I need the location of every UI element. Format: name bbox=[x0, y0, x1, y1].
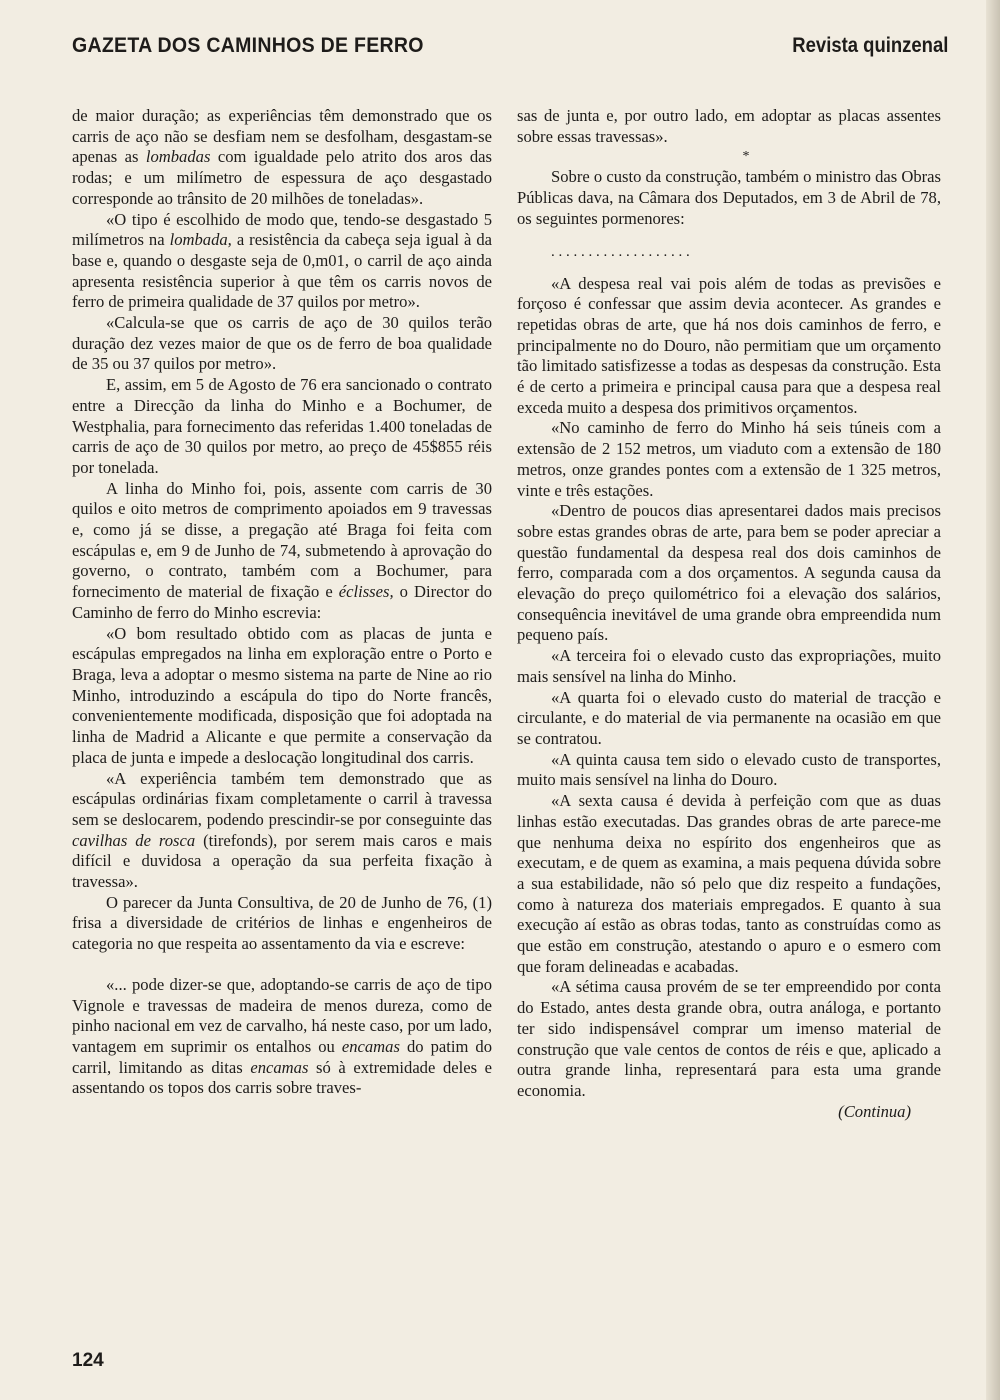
running-header bbox=[72, 30, 948, 66]
paragraph: «A sétima causa provém de se ter empreendido por conta do Estado, antes desta grande obra, outra análoga, e portanto ter sido indispensável comprar um imenso material de construção que vale centos de contos de réis e que, aplicado a outra grande linha, representará para esta uma grande economia. bbox=[517, 977, 941, 1100]
page-edge-shadow bbox=[986, 0, 1000, 1400]
paragraph: sas de junta e, por outro lado, em adoptar as placas assentes sobre essas travessas». bbox=[517, 106, 941, 146]
paragraph: Sobre o custo da construção, também o ministro das Obras Públicas dava, na Câmara dos Deputados, em 3 de Abril de 78, os seguintes pormenores: bbox=[517, 167, 941, 228]
paragraph: «A despesa real vai pois além de todas as previsões e forçoso é confessar que assim devia acontecer. As grandes e repetidas obras de arte, que há nos dois caminhos de ferro, e principalmente no do Douro, não permitiam que um orçamento tão limitado satisfizesse a todas as despesas da construção. Esta é de certo a primeira e principal causa para que a despesa real exceda muito a despesa dos primitivos orçamentos. bbox=[517, 273, 941, 417]
paragraph: A linha do Minho foi, pois, assente com carris de 30 quilos e oito metros de comprimento apoiados em 9 travessas e, como já se disse, a pregação até Braga foi feita com escápulas e, em 9 de Junho de 74, submetendo à aprovação do governo, o contrato, também com a Bochumer, para fornecimento de material de fixação e éclisses, o Director do Caminho de ferro do Minho escrevia: bbox=[72, 478, 492, 622]
publication-subtitle: Revista quinzenal bbox=[791, 34, 948, 57]
section-separator: * bbox=[742, 149, 750, 165]
paragraph: «A quarta foi o elevado custo do material de tracção e circulante, e do material de via permanente na ocasião em que se contratou. bbox=[517, 687, 941, 748]
paragraph: O parecer da Junta Consultiva, de 20 de Junho de 76, (1) frisa a diversidade de critérios de linhas e engenheiros de categoria no que respeita ao assentamento da via e escreve: bbox=[72, 892, 492, 954]
right-column bbox=[517, 106, 941, 1122]
paragraph: «Calcula-se que os carris de aço de 30 quilos terão duração dez vezes maior de que os de ferro de boa qualidade de 35 ou 37 quilos por metro». bbox=[72, 313, 492, 374]
paragraph: «A quinta causa tem sido o elevado custo de transportes, muito mais sensível na linha do Douro. bbox=[517, 749, 941, 790]
paragraph: «A terceira foi o elevado custo das expropriações, muito mais sensível na linha do Minho. bbox=[517, 646, 941, 686]
continued-note: (Continua) bbox=[838, 1101, 911, 1121]
quoted-paragraph: «... pode dizer-se que, adoptando-se carris de aço de tipo Vignole e travessas de madeira de menos dureza, como de pinho nacional em vez de carvalho, há neste caso, por um lado, vantagem em suprimir os entalhos ou encamas do patim do carril, limitando as ditas encamas só à extremidade deles e assentando os topos dos carris sobre traves- bbox=[72, 974, 493, 1098]
paragraph: de maior duração; as experiências têm demonstrado que os carris de aço não se desfiam nem se desfolham, desgastam-se apenas as lombadas com igualdade pelo atrito dos aros das rodas; e um milímetro de espessura de aço desgastado corresponde ao trânsito de 20 milhões de toneladas». bbox=[72, 106, 492, 208]
left-column bbox=[72, 106, 492, 1099]
paragraph: «Dentro de poucos dias apresentarei dados mais precisos sobre estas grandes obras de arte, para bem se poder apreciar a questão fundamental da despesa real dos dois caminhos de ferro, comparada com a dos orçamentos. A segunda causa da elevação do preço quilométrico foi a elevação dos salários, consequência inevitável de uma grande obra empreendida num pequeno país. bbox=[517, 501, 941, 645]
page-number: 124 bbox=[72, 1350, 104, 1371]
paragraph: E, assim, em 5 de Agosto de 76 era sancionado o contrato entre a Direcção da linha do Minho e a Bochumer, de Westphalia, para fornecimento das referidas 1.400 toneladas de carris de aço de 30 quilos por metro, ao preço de 45$855 réis por tonelada. bbox=[72, 375, 492, 477]
paragraph: «O bom resultado obtido com as placas de junta e escápulas empregados na linha em exploração entre o Porto e Braga, leva a adoptar o mesmo sistema na parte de Nine ao rio Minho, introduzindo a escápula do tipo do Norte francês, convenientemente modificada, disposição que foi adoptada na linha de Madrid a Alicante e que permite a conservação da placa de junta e impede a deslocação longitudinal dos carris. bbox=[72, 623, 492, 767]
ellipsis-line: . . . . . . . . . . . . . . . . . . . bbox=[551, 243, 690, 260]
paragraph: «A experiência também tem demonstrado que as escápulas ordinárias fixam completamente o carril à travessa sem se deslocarem, podendo prescindir-se por conseguinte das cavilhas de rosca (tirefonds), por serem mais caros e mais difícil e duvidosa a operação da sua perfeita fixação à travessa». bbox=[72, 768, 492, 892]
publication-title: GAZETA DOS CAMINHOS DE FERRO bbox=[72, 34, 424, 57]
paragraph: «O tipo é escolhido de modo que, tendo-se desgastado 5 milímetros na lombada, a resistência da cabeça seja igual à da base e, quando o desgaste seja de 0,m01, o carril de aço ainda apresenta resistência superior à que têm os carris novos de ferro de primeira qualidade de 37 quilos por metro». bbox=[72, 209, 492, 312]
paragraph: «A sexta causa é devida à perfeição com que as duas linhas estão executadas. Das grandes obras de arte parece-me que nenhuma deixa no espírito dos engenheiros que as executam, e de quem as examina, a mais pequena dúvida sobre a sua estabilidade, não só pelo que diz respeito a fundações, como à natureza dos materiais empregados. E quanto à sua execução aí estão as obras todas, tanto as construídas como as que estão em construção, atestando o apuro e o esmero com que foram delineadas e acabadas. bbox=[517, 791, 941, 976]
paragraph: «No caminho de ferro do Minho há seis túneis com a extensão de 2 152 metros, um viaduto com a extensão de 180 metros, onze grandes pontes com a extensão de 1 325 metros, vinte e três estações. bbox=[517, 418, 941, 500]
